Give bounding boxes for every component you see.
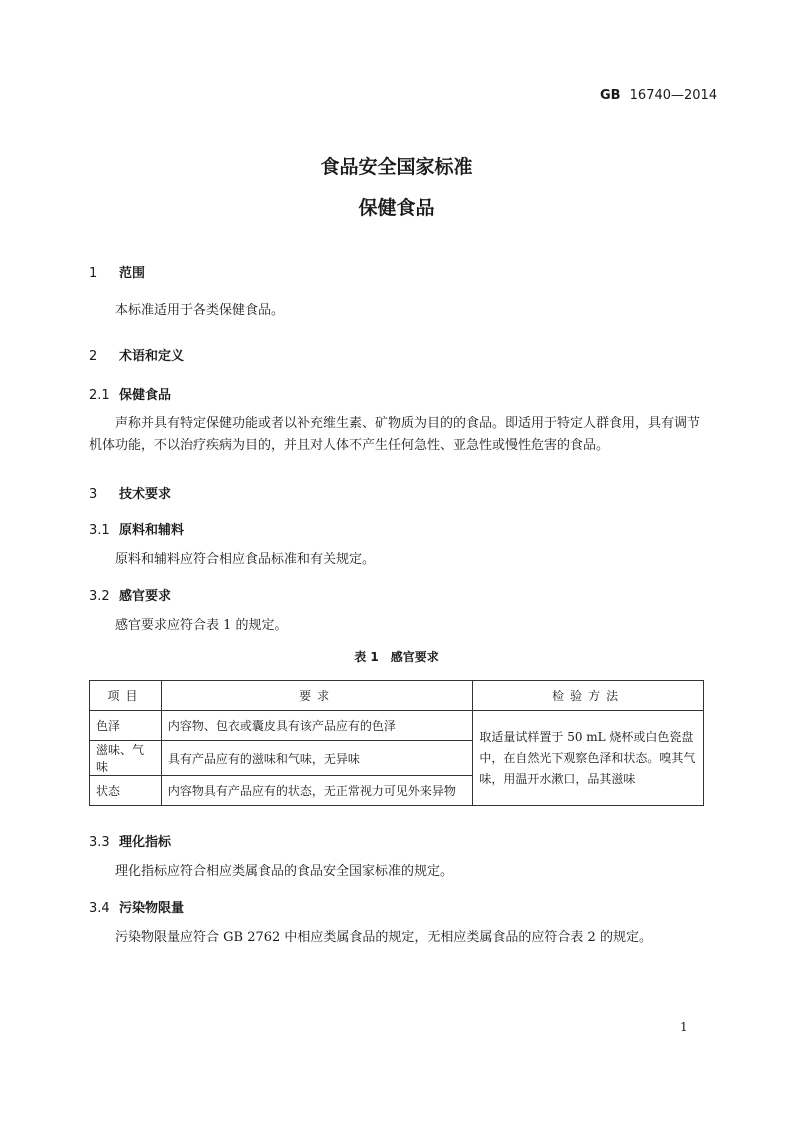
section-heading [89,519,184,538]
document-title: 食品安全国家标准 [320,156,473,178]
page-number: 1 [680,1020,688,1034]
table-header-cell: 项目 [90,681,162,711]
section-heading [89,897,184,916]
section-number: 1 [89,266,98,281]
table-cell-item: 色泽 [90,711,162,741]
paragraph-raw-materials: 原料和辅料应符合相应食品标准和有关规定。 [115,552,376,567]
standard-prefix: GB [600,88,621,103]
section-label: 保健食品 [119,388,172,403]
table-cell-requirement: 内容物、包衣或囊皮具有该产品应有的色泽 [161,711,472,741]
section-heading [89,831,171,850]
table-cell-method: 取适量试样置于 50 mL 烧杯或白色瓷盘中，在自然光下观察色泽和状态。嗅其气味，用温开水漱口，品其滋味 [473,711,704,806]
section-label: 范围 [119,266,146,281]
table-cell-requirement: 具有产品应有的滋味和气味，无异味 [161,741,472,776]
section-number: 3.3 [89,835,110,850]
sensory-requirements-table [89,680,704,806]
table-caption: 表 1 感官要求 [354,650,439,664]
paragraph-scope: 本标准适用于各类保健食品。 [115,303,285,318]
section-label: 污染物限量 [119,901,185,916]
section-heading [89,585,171,604]
standard-code [600,88,717,103]
table-header-cell: 检验方法 [473,681,704,711]
paragraph-contaminants: 污染物限量应符合 GB 2762 中相应类属食品的规定，无相应类属食品的应符合表 2 的规定。 [115,930,652,945]
section-number: 3.4 [89,901,110,916]
paragraph-definition: 声称并具有特定保健功能或者以补充维生素、矿物质为目的的食品。即适用于特定人群食用，具有调节机体功能，不以治疗疾病为目的，并且对人体不产生任何急性、亚急性或慢性危害的食品。 [89,416,701,453]
section-label: 原料和辅料 [119,523,185,538]
section-label: 技术要求 [119,487,172,502]
section-number: 2.1 [89,388,110,403]
section-heading [89,345,184,364]
document-subtitle: 保健食品 [358,197,435,219]
section-label: 理化指标 [119,835,172,850]
table-cell-requirement: 内容物具有产品应有的状态，无正常视力可见外来异物 [161,776,472,806]
section-heading [89,483,171,502]
table-header-cell: 要求 [161,681,472,711]
section-number: 3.2 [89,589,110,604]
section-heading [89,262,145,281]
section-number: 2 [89,349,98,364]
section-heading [89,384,171,403]
section-label: 感官要求 [119,589,172,604]
standard-number: 16740—2014 [629,88,718,103]
section-label: 术语和定义 [119,349,185,364]
section-number: 3.1 [89,523,110,538]
table-header-row [90,681,704,711]
table-cell-item: 状态 [90,776,162,806]
table-cell-item: 滋味、气味 [90,741,162,776]
table-row [90,711,704,741]
paragraph-physchem: 理化指标应符合相应类属食品的食品安全国家标准的规定。 [115,864,454,879]
paragraph-sensory: 感官要求应符合表 1 的规定。 [115,618,288,633]
section-number: 3 [89,487,98,502]
